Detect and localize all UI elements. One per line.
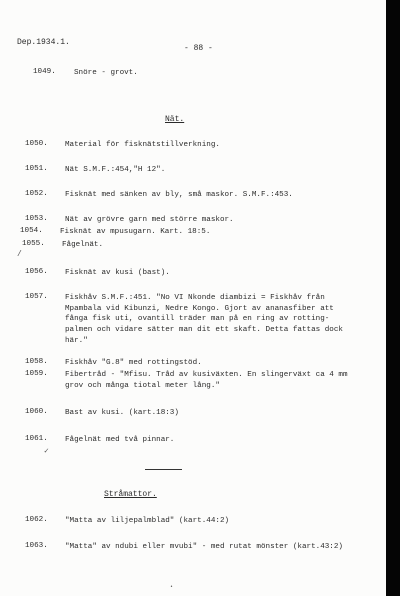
entry-text: Fisknät av kusi (bast). — [65, 269, 170, 277]
entry-number: 1063. — [25, 542, 48, 550]
entry-text: Snöre - grovt. — [74, 69, 138, 77]
entry-number: 1062. — [25, 516, 48, 524]
entry-text: "Matta av liljepalmblad" (kart.44:2) — [65, 517, 230, 525]
page-dot: • — [170, 584, 174, 590]
entry-text: Fisknät med sänken av bly, små maskor. S.M.F.:453. — [65, 191, 293, 199]
entry-number: 1055. — [22, 240, 45, 248]
entry-text: Nät av grövre garn med större maskor. — [65, 216, 234, 224]
entry-number: 1049. — [33, 68, 56, 76]
entry-number: 1056. — [25, 268, 48, 276]
handwritten-tick-mark: / — [17, 250, 22, 259]
entry-number: 1054. — [20, 227, 43, 235]
handwritten-check-mark: ✓ — [44, 447, 49, 456]
section-heading-stramattor: Stråmattor. — [104, 490, 157, 499]
entry-number: 1057. — [25, 293, 48, 301]
page-number: - 88 - — [184, 44, 213, 53]
entry-text: Fibertråd - "Mfisu. Tråd av kusiväxten. En slingerväxt ca 4 mm grov och många tiotal meter lång." — [65, 371, 348, 390]
entry-number: 1059. — [25, 370, 48, 378]
entry-text: Material för fisknätstillverkning. — [65, 141, 220, 149]
entry-text: Fiskhåv S.M.F.:451. "No VI Nkonde diambizi = Fiskhåv från Mpambala vid Kibunzi, Nedre Kongo. Gjort av ananasfiber att fånga fisk uti, ovantill träder man på en ring av rotting- palmen och vidare sätter man dit ett skaft. Detta fattas dock här." — [65, 294, 343, 345]
entry-text: Fiskhåv "G.8" med rottingstöd. — [65, 359, 202, 367]
binding-edge — [386, 0, 400, 596]
document-reference: Dep.1934.1. — [17, 38, 70, 47]
entry-number: 1060. — [25, 408, 48, 416]
entry-text: Fisknät av mpusugarn. Kart. 18:5. — [60, 228, 211, 236]
entry-text: "Matta" av ndubi eller mvubi" - med rutat mönster (kart.43:2) — [65, 543, 343, 551]
entry-number: 1053. — [25, 215, 48, 223]
entry-text: Fågelnät med två pinnar. — [65, 436, 175, 444]
entry-number: 1061. — [25, 435, 48, 443]
entry-text: Bast av kusi. (kart.18:3) — [65, 409, 179, 417]
section-heading-nat: Nät. — [165, 115, 185, 124]
entry-number: 1051. — [25, 165, 48, 173]
section-divider — [145, 469, 182, 470]
entry-text: Fågelnät. — [62, 241, 104, 249]
entry-number: 1052. — [25, 190, 48, 198]
entry-text: Nät S.M.F.:454,"H 12". — [65, 166, 166, 174]
entry-number: 1058. — [25, 358, 48, 366]
entry-number: 1050. — [25, 140, 48, 148]
